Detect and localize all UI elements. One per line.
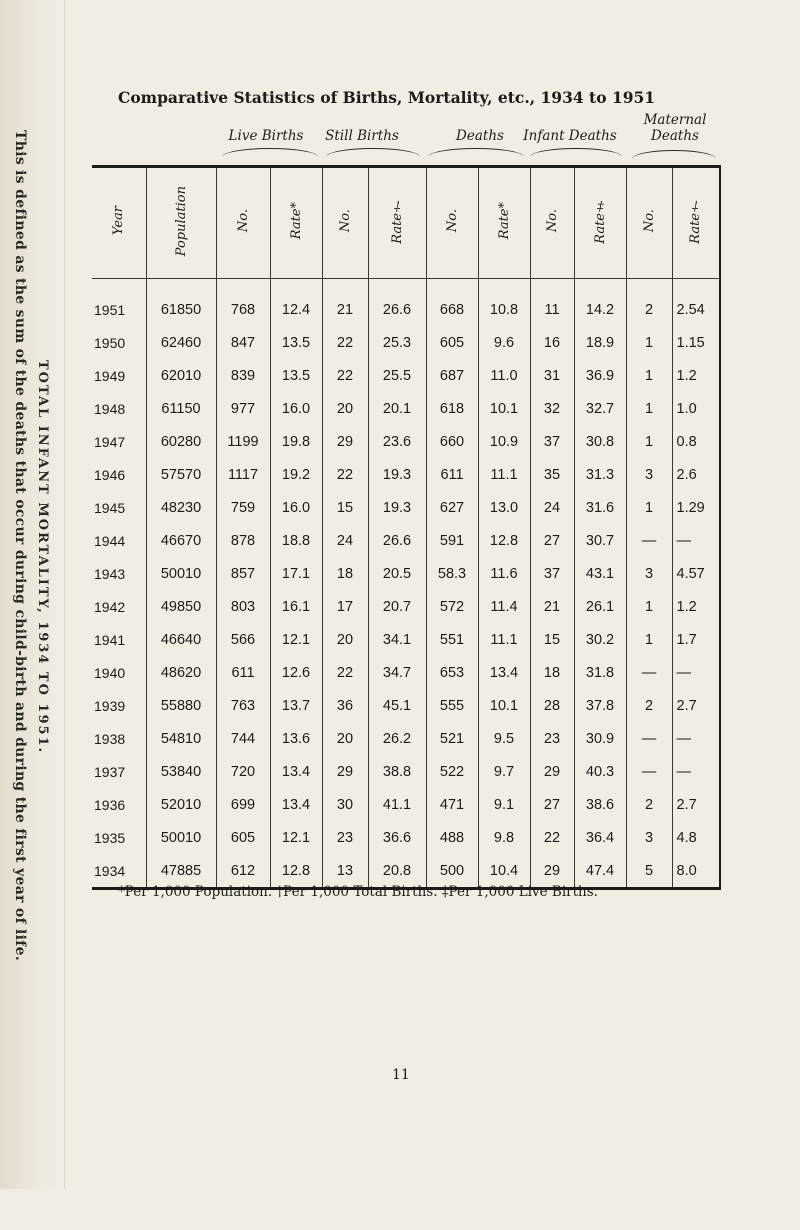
table-cell: 48620 xyxy=(146,656,216,689)
table-cell: 31.3 xyxy=(574,458,626,491)
table-cell: 500 xyxy=(426,854,478,889)
table-row xyxy=(92,821,720,854)
table-cell: 857 xyxy=(216,557,270,590)
year-cell: 1948 xyxy=(92,392,146,425)
table-cell: 18.8 xyxy=(270,524,322,557)
table-cell: 720 xyxy=(216,755,270,788)
table-row xyxy=(92,755,720,788)
table-cell: 763 xyxy=(216,689,270,722)
table-cell: 1.2 xyxy=(672,359,720,392)
table-cell: 12.4 xyxy=(270,279,322,327)
table-cell: 37 xyxy=(530,557,574,590)
table-cell: 36.9 xyxy=(574,359,626,392)
table-cell: 9.1 xyxy=(478,788,530,821)
table-cell: 566 xyxy=(216,623,270,656)
table-cell: 13.5 xyxy=(270,359,322,392)
group-brace-live-births xyxy=(222,148,318,157)
table-cell: 20.1 xyxy=(368,392,426,425)
table-cell: 612 xyxy=(216,854,270,889)
page-binding-edge xyxy=(0,0,65,1189)
table-row xyxy=(92,326,720,359)
table-cell: 2 xyxy=(626,788,672,821)
table-cell: 52010 xyxy=(146,788,216,821)
table-cell: 21 xyxy=(530,590,574,623)
group-label-infant-deaths: Infant Deaths xyxy=(523,128,617,144)
table-cell: 20 xyxy=(322,623,368,656)
table-cell: 1199 xyxy=(216,425,270,458)
table-cell: 26.1 xyxy=(574,590,626,623)
table-cell: 23.6 xyxy=(368,425,426,458)
col-header-live-births-no: No. xyxy=(216,167,270,279)
table-cell: 1.7 xyxy=(672,623,720,656)
table-cell: 50010 xyxy=(146,821,216,854)
table-cell: 2 xyxy=(626,279,672,327)
table-cell: 19.3 xyxy=(368,491,426,524)
table-body xyxy=(92,279,720,889)
table-cell: 521 xyxy=(426,722,478,755)
table-cell: 61150 xyxy=(146,392,216,425)
table-cell: 45.1 xyxy=(368,689,426,722)
table-cell: 41.1 xyxy=(368,788,426,821)
table-cell: 13.6 xyxy=(270,722,322,755)
year-cell: 1949 xyxy=(92,359,146,392)
table-cell: 12.6 xyxy=(270,656,322,689)
table-cell: — xyxy=(672,722,720,755)
table-cell: 16.0 xyxy=(270,491,322,524)
table-cell: 471 xyxy=(426,788,478,821)
table-cell: 30.8 xyxy=(574,425,626,458)
group-brace-still-births xyxy=(326,148,420,157)
table-cell: 20.7 xyxy=(368,590,426,623)
table-cell: 10.4 xyxy=(478,854,530,889)
table-row xyxy=(92,524,720,557)
table-cell: 572 xyxy=(426,590,478,623)
table-cell: 17 xyxy=(322,590,368,623)
table-cell: 24 xyxy=(322,524,368,557)
table-cell: 10.9 xyxy=(478,425,530,458)
table-cell: 37.8 xyxy=(574,689,626,722)
group-label-still-births: Still Births xyxy=(325,128,399,144)
group-brace-deaths xyxy=(428,148,524,157)
table-cell: 36 xyxy=(322,689,368,722)
table-cell: 30.2 xyxy=(574,623,626,656)
table-cell: 11 xyxy=(530,279,574,327)
table-cell: 12.1 xyxy=(270,821,322,854)
table-cell: 10.8 xyxy=(478,279,530,327)
table-cell: 522 xyxy=(426,755,478,788)
table-cell: 53840 xyxy=(146,755,216,788)
table-cell: 13 xyxy=(322,854,368,889)
table-cell: 0.8 xyxy=(672,425,720,458)
table-cell: 29 xyxy=(530,854,574,889)
year-cell: 1943 xyxy=(92,557,146,590)
table-row xyxy=(92,590,720,623)
table-cell: — xyxy=(672,755,720,788)
table-row xyxy=(92,359,720,392)
table-cell: 60280 xyxy=(146,425,216,458)
year-cell: 1945 xyxy=(92,491,146,524)
table-cell: 977 xyxy=(216,392,270,425)
col-header-maternal-deaths-rate: Rate† xyxy=(672,167,720,279)
table-cell: 18 xyxy=(530,656,574,689)
table-cell: — xyxy=(626,722,672,755)
table-cell: 25.3 xyxy=(368,326,426,359)
table-row xyxy=(92,689,720,722)
table-cell: 43.1 xyxy=(574,557,626,590)
table-cell: 37 xyxy=(530,425,574,458)
table-cell: 29 xyxy=(322,755,368,788)
table-cell: 36.4 xyxy=(574,821,626,854)
table-row xyxy=(92,722,720,755)
table-cell: 35 xyxy=(530,458,574,491)
table-cell: 32 xyxy=(530,392,574,425)
col-header-maternal-deaths-no: No. xyxy=(626,167,672,279)
table-cell: 4.8 xyxy=(672,821,720,854)
table-cell: 28 xyxy=(530,689,574,722)
table-cell: 30.9 xyxy=(574,722,626,755)
table-cell: 9.8 xyxy=(478,821,530,854)
table-cell: 19.2 xyxy=(270,458,322,491)
year-cell: 1941 xyxy=(92,623,146,656)
table-row xyxy=(92,623,720,656)
table-cell: 54810 xyxy=(146,722,216,755)
table-cell: 31.8 xyxy=(574,656,626,689)
table-cell: 24 xyxy=(530,491,574,524)
table-row xyxy=(92,557,720,590)
table-cell: 62010 xyxy=(146,359,216,392)
table-cell: 16.1 xyxy=(270,590,322,623)
table-cell: 13.0 xyxy=(478,491,530,524)
col-header-population: Population xyxy=(146,167,216,279)
table-cell: 16 xyxy=(530,326,574,359)
table-cell: 49850 xyxy=(146,590,216,623)
table-cell: 660 xyxy=(426,425,478,458)
table-cell: 47885 xyxy=(146,854,216,889)
table-cell: 878 xyxy=(216,524,270,557)
table-cell: 22 xyxy=(322,458,368,491)
col-header-deaths-rate: Rate* xyxy=(478,167,530,279)
table-cell: 10.1 xyxy=(478,392,530,425)
table-cell: 14.2 xyxy=(574,279,626,327)
table-cell: 488 xyxy=(426,821,478,854)
table-cell: 11.4 xyxy=(478,590,530,623)
side-note-heading: TOTAL INFANT MORTALITY, 1934 TO 1951. xyxy=(35,360,50,755)
col-header-year: Year xyxy=(92,167,146,279)
year-cell: 1936 xyxy=(92,788,146,821)
table-row xyxy=(92,491,720,524)
table-cell: 1 xyxy=(626,491,672,524)
table-cell: 1 xyxy=(626,359,672,392)
table-cell: 13.5 xyxy=(270,326,322,359)
table-cell: 699 xyxy=(216,788,270,821)
table-cell: 1 xyxy=(626,326,672,359)
table-cell: 13.7 xyxy=(270,689,322,722)
table-cell: 22 xyxy=(322,656,368,689)
table-cell: 25.5 xyxy=(368,359,426,392)
table-cell: 18.9 xyxy=(574,326,626,359)
table-cell: 1117 xyxy=(216,458,270,491)
table-cell: 16.0 xyxy=(270,392,322,425)
table-cell: 1.2 xyxy=(672,590,720,623)
table-cell: 55880 xyxy=(146,689,216,722)
year-cell: 1951 xyxy=(92,279,146,327)
table-cell: 30 xyxy=(322,788,368,821)
table-cell: 31.6 xyxy=(574,491,626,524)
table-cell: 20 xyxy=(322,722,368,755)
table-cell: 58.3 xyxy=(426,557,478,590)
table-cell: 22 xyxy=(322,326,368,359)
table-cell: 27 xyxy=(530,524,574,557)
table-row xyxy=(92,788,720,821)
table-cell: 1.29 xyxy=(672,491,720,524)
table-cell: 18 xyxy=(322,557,368,590)
table-cell: 2.54 xyxy=(672,279,720,327)
statistics-table xyxy=(92,165,721,890)
table-cell: 839 xyxy=(216,359,270,392)
table-cell: 23 xyxy=(322,821,368,854)
col-header-infant-deaths-no: No. xyxy=(530,167,574,279)
year-cell: 1940 xyxy=(92,656,146,689)
group-brace-infant-deaths xyxy=(530,148,622,157)
table-cell: 23 xyxy=(530,722,574,755)
table-cell: 2 xyxy=(626,689,672,722)
table-cell: 21 xyxy=(322,279,368,327)
footnote: *Per 1,000 Population. †Per 1,000 Total Births. ‡Per 1,000 Live Births. xyxy=(118,884,598,900)
table-cell: 12.1 xyxy=(270,623,322,656)
year-cell: 1939 xyxy=(92,689,146,722)
table-cell: 611 xyxy=(426,458,478,491)
table-cell: 11.1 xyxy=(478,623,530,656)
table-row xyxy=(92,392,720,425)
table-cell: 57570 xyxy=(146,458,216,491)
side-note-text: This is defined as the sum of the deaths that occur during child-birth and during the first year of life. xyxy=(12,130,28,962)
table-cell: — xyxy=(626,524,672,557)
table-cell: 20.5 xyxy=(368,557,426,590)
table-cell: 29 xyxy=(530,755,574,788)
table-cell: 768 xyxy=(216,279,270,327)
table-cell: 36.6 xyxy=(368,821,426,854)
col-header-still-births-rate: Rate† xyxy=(368,167,426,279)
col-header-deaths-no: No. xyxy=(426,167,478,279)
group-label-deaths: Deaths xyxy=(456,128,504,144)
group-label-live-births: Live Births xyxy=(228,128,304,144)
year-cell: 1942 xyxy=(92,590,146,623)
table-cell: — xyxy=(626,656,672,689)
table-cell: 11.6 xyxy=(478,557,530,590)
table-cell: 26.6 xyxy=(368,524,426,557)
table-cell: 13.4 xyxy=(270,788,322,821)
table-cell: 687 xyxy=(426,359,478,392)
table-cell: 618 xyxy=(426,392,478,425)
table-cell: 1 xyxy=(626,623,672,656)
table-cell: — xyxy=(672,656,720,689)
table-cell: 13.4 xyxy=(478,656,530,689)
table-cell: 2.7 xyxy=(672,689,720,722)
table-cell: 19.3 xyxy=(368,458,426,491)
table-cell: 15 xyxy=(322,491,368,524)
table-row xyxy=(92,656,720,689)
table-cell: 611 xyxy=(216,656,270,689)
table-cell: 591 xyxy=(426,524,478,557)
table-cell: 555 xyxy=(426,689,478,722)
table-cell: 22 xyxy=(530,821,574,854)
table-cell: 759 xyxy=(216,491,270,524)
header-row xyxy=(92,167,720,279)
table-cell: 8.0 xyxy=(672,854,720,889)
table-cell: 2.7 xyxy=(672,788,720,821)
year-cell: 1937 xyxy=(92,755,146,788)
table-cell: 19.8 xyxy=(270,425,322,458)
group-label-maternal-deaths: Maternal Deaths xyxy=(643,112,707,144)
table-cell: 38.6 xyxy=(574,788,626,821)
table-cell: 27 xyxy=(530,788,574,821)
table-cell: 34.1 xyxy=(368,623,426,656)
table-cell: 803 xyxy=(216,590,270,623)
table-cell: 30.7 xyxy=(574,524,626,557)
table-cell: 627 xyxy=(426,491,478,524)
table-cell: 26.6 xyxy=(368,279,426,327)
table-cell: 34.7 xyxy=(368,656,426,689)
table-cell: 11.1 xyxy=(478,458,530,491)
col-header-live-births-rate: Rate* xyxy=(270,167,322,279)
table-row xyxy=(92,458,720,491)
table-cell: 9.5 xyxy=(478,722,530,755)
table-cell: 1.0 xyxy=(672,392,720,425)
table-cell: 12.8 xyxy=(478,524,530,557)
table-cell: 605 xyxy=(426,326,478,359)
table-cell: 61850 xyxy=(146,279,216,327)
table-cell: 46670 xyxy=(146,524,216,557)
table-cell: 22 xyxy=(322,359,368,392)
table-cell: 653 xyxy=(426,656,478,689)
table-cell: — xyxy=(672,524,720,557)
table-cell: 9.6 xyxy=(478,326,530,359)
year-cell: 1950 xyxy=(92,326,146,359)
table-cell: 40.3 xyxy=(574,755,626,788)
table-cell: 1 xyxy=(626,425,672,458)
page-title: Comparative Statistics of Births, Mortality, etc., 1934 to 1951 xyxy=(118,88,656,107)
table-cell: — xyxy=(626,755,672,788)
table-cell: 3 xyxy=(626,458,672,491)
table-cell: 50010 xyxy=(146,557,216,590)
group-brace-maternal-deaths xyxy=(632,150,716,159)
year-cell: 1938 xyxy=(92,722,146,755)
table-cell: 605 xyxy=(216,821,270,854)
table-row xyxy=(92,279,720,327)
table-cell: 17.1 xyxy=(270,557,322,590)
col-header-still-births-no: No. xyxy=(322,167,368,279)
table-cell: 13.4 xyxy=(270,755,322,788)
table-cell: 1 xyxy=(626,590,672,623)
year-cell: 1934 xyxy=(92,854,146,889)
table-cell: 12.8 xyxy=(270,854,322,889)
table-cell: 32.7 xyxy=(574,392,626,425)
table-cell: 9.7 xyxy=(478,755,530,788)
table-cell: 26.2 xyxy=(368,722,426,755)
year-cell: 1946 xyxy=(92,458,146,491)
table-cell: 46640 xyxy=(146,623,216,656)
year-cell: 1944 xyxy=(92,524,146,557)
table-cell: 3 xyxy=(626,557,672,590)
table-cell: 38.8 xyxy=(368,755,426,788)
table-cell: 48230 xyxy=(146,491,216,524)
table-cell: 62460 xyxy=(146,326,216,359)
table-cell: 551 xyxy=(426,623,478,656)
table-cell: 31 xyxy=(530,359,574,392)
table-cell: 1 xyxy=(626,392,672,425)
table-cell: 29 xyxy=(322,425,368,458)
table-cell: 1.15 xyxy=(672,326,720,359)
table-cell: 11.0 xyxy=(478,359,530,392)
table-cell: 668 xyxy=(426,279,478,327)
year-cell: 1935 xyxy=(92,821,146,854)
table-cell: 2.6 xyxy=(672,458,720,491)
table-cell: 10.1 xyxy=(478,689,530,722)
table-cell: 847 xyxy=(216,326,270,359)
table-cell: 47.4 xyxy=(574,854,626,889)
year-cell: 1947 xyxy=(92,425,146,458)
table-row xyxy=(92,425,720,458)
col-header-infant-deaths-rate: Rate‡ xyxy=(574,167,626,279)
table-cell: 4.57 xyxy=(672,557,720,590)
table-cell: 15 xyxy=(530,623,574,656)
page-number: 11 xyxy=(392,1067,410,1083)
table-cell: 5 xyxy=(626,854,672,889)
table-cell: 20.8 xyxy=(368,854,426,889)
table-cell: 20 xyxy=(322,392,368,425)
table-cell: 744 xyxy=(216,722,270,755)
table-cell: 3 xyxy=(626,821,672,854)
